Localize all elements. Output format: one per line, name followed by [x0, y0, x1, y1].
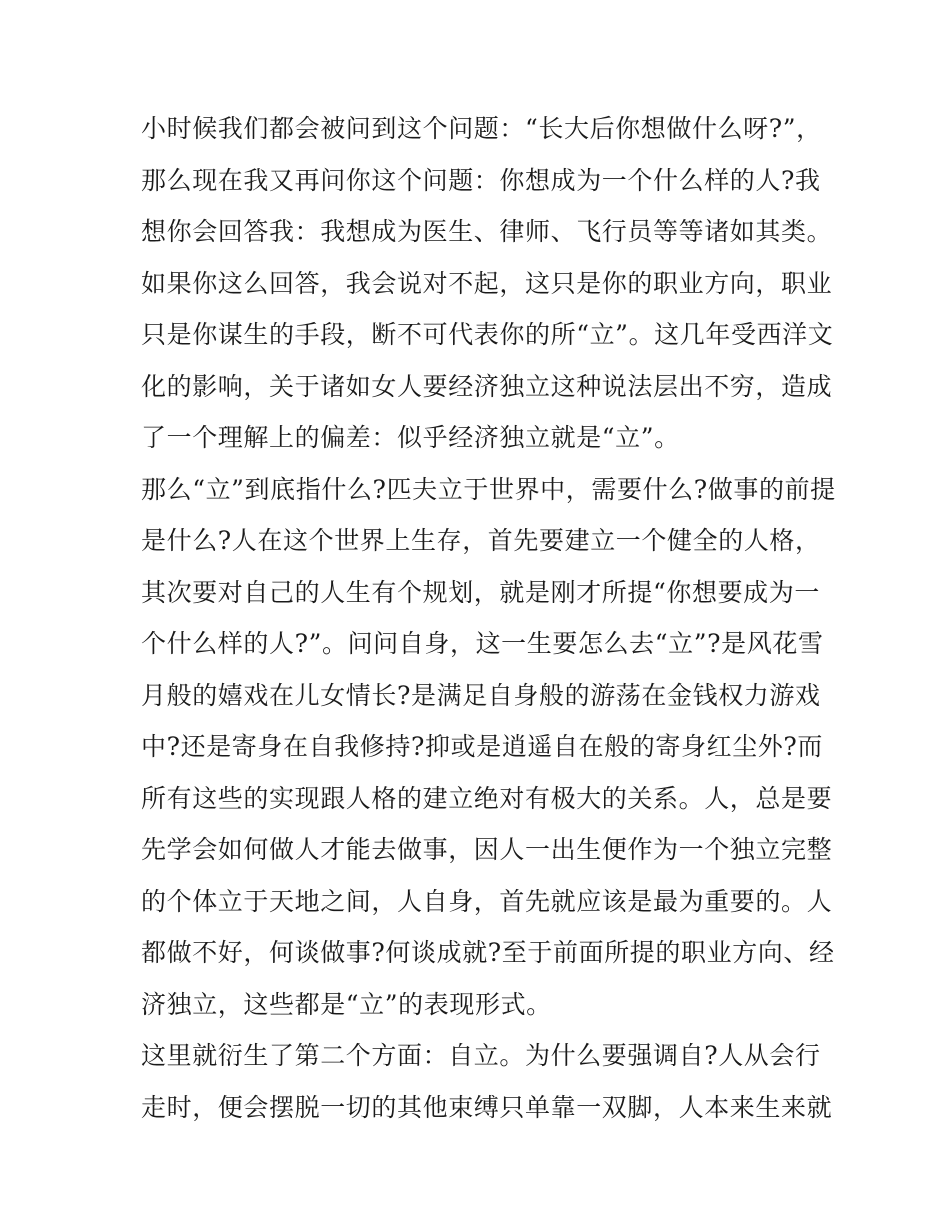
text-line-15: 先学会如何做人才能去做事，因人一出生便作为一个独立完整: [141, 835, 833, 864]
text-line-2: 那么现在我又再问你这个问题：你想成为一个什么样的人?我: [141, 165, 821, 195]
text-line-3: 想你会回答我：我想成为医生、律师、飞行员等等诸如其类。: [141, 217, 833, 246]
text-line-8: 那么“立”到底指什么?匹夫立于世界中，需要什么?做事的前提: [141, 474, 836, 504]
text-line-4: 如果你这么回答，我会说对不起，这只是你的职业方向，职业: [141, 268, 833, 298]
text-line-13: 中?还是寄身在自我修持?抑或是逍遥自在般的寄身红尘外?而: [141, 732, 824, 761]
text-line-10: 其次要对自己的人生有个规划，就是刚才所提“你想要成为一: [141, 577, 820, 607]
body-text: [141, 103, 836, 1133]
text-line-20: 走时，便会摆脱一切的其他束缚只单靠一双脚，人本来生来就: [141, 1092, 833, 1122]
text-line-5: 只是你谋生的手段，断不可代表你的所“立”。这几年受西洋文: [141, 320, 834, 349]
text-line-9: 是什么?人在这个世界上生存，首先要建立一个健全的人格，: [141, 526, 821, 555]
text-line-6: 化的影响，关于诸如女人要经济独立这种说法层出不穷，造成: [141, 371, 833, 401]
text-line-1: 小时候我们都会被问到这个问题：“长大后你想做什么呀?”，: [141, 114, 822, 143]
text-line-12: 月般的嬉戏在儿女情长?是满足自身般的游荡在金钱权力游戏: [141, 680, 821, 710]
text-line-7: 了一个理解上的偏差：似乎经济独立就是“立”。: [141, 423, 680, 452]
text-line-11: 个什么样的人?”。问问自身，这一生要怎么去“立”?是风花雪: [141, 629, 824, 658]
text-line-14: 所有这些的实现跟人格的建立绝对有极大的关系。人，总是要: [141, 783, 833, 813]
text-line-18: 济独立，这些都是“立”的表现形式。: [141, 989, 552, 1019]
text-line-16: 的个体立于天地之间，人自身，首先就应该是最为重要的。人: [141, 886, 833, 916]
text-line-19: 这里就衍生了第二个方面：自立。为什么要强调自?人从会行: [141, 1041, 821, 1070]
text-line-17: 都做不好，何谈做事?何谈成就?至于前面所提的职业方向、经: [141, 938, 835, 967]
